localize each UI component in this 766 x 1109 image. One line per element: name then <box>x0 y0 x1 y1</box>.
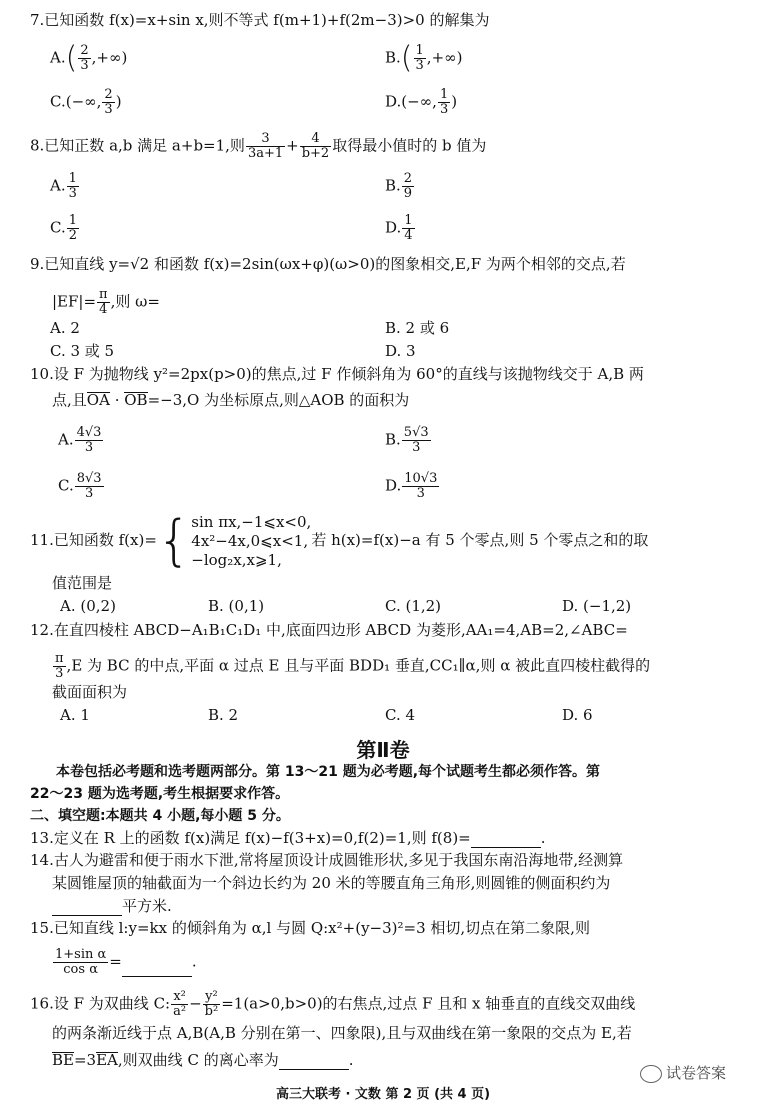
q12-option-b: B. 2 <box>208 706 239 724</box>
q14-line3: 平方米. <box>52 896 172 916</box>
answer-blank <box>279 1055 349 1070</box>
section-intro-line1: 本卷包括必考题和选考题两部分。第 13～21 题为必考题,每个试题考生都必须作答。第 <box>56 764 601 780</box>
q9-option-d: D. 3 <box>385 342 416 360</box>
q15-line1: 15.已知直线 l:y=kx 的倾斜角为 α,l 与圆 Q:x²+(y−3)²=3 相切,切点在第二象限,则 <box>30 919 590 937</box>
q16-line1: 16.设 F 为双曲线 C: $\frac{\text{x²}}{\text{a²}}$ − $\frac{\text{y²}}{\text{b²}}$ =1(a>0,b>0)的右焦点,过点 F 且和 x 轴垂直的直线交双曲线 <box>30 989 636 1019</box>
wechat-icon <box>640 1065 662 1083</box>
q11-option-d: D. (−1,2) <box>562 597 632 615</box>
q9-option-a: A. 2 <box>50 319 80 337</box>
q10-option-a: A. $\frac{4√3}{3}$ <box>58 425 102 455</box>
q13: 13.定义在 R 上的函数 f(x)满足 f(x)−f(3+x)=0,f(2)=1,则 f(8)= . <box>30 829 546 847</box>
q10-line1: 10.设 F 为抛物线 y²=2px(p>0)的焦点,过 F 作倾斜角为 60°的直线与该抛物线交于 A,B 两 <box>30 365 644 383</box>
q14-line2: 某圆锥屋顶的轴截面为一个斜边长约为 20 米的等腰直角三角形,则圆锥的侧面积约为 <box>52 874 611 892</box>
q11-line2: 值范围是 <box>52 574 113 592</box>
answer-blank <box>471 833 541 848</box>
q9-line1: 9.已知直线 y=√2 和函数 f(x)=2sin(ωx+φ)(ω>0)的图象相交,E,F 为两个相邻的交点,若 <box>30 255 626 273</box>
q12-line2: $\frac{\pi}{3}$ ,E 为 BC 的中点,平面 α 过点 E 且与平面 BDD₁ 垂直,CC₁∥α,则 α 被此直四棱柱截得的 <box>55 651 651 681</box>
q11-option-b: B. (0,1) <box>208 597 265 615</box>
q10-option-c: C. $\frac{8√3}{3}$ <box>58 471 102 501</box>
q9-option-c: C. 3 或 5 <box>50 342 115 360</box>
q8-stem: 8.已知正数 a,b 满足 a+b=1,则 $\frac{3}{3a+1}$ + $\frac{4}{b+2}$ 取得最小值时的 b 值为 <box>30 131 487 161</box>
section-title: 第Ⅱ卷 <box>356 738 410 762</box>
answer-blank <box>52 901 122 916</box>
section-intro-line2: 22～23 题为选考题,考生根据要求作答。 <box>30 786 290 802</box>
q9-option-b: B. 2 或 6 <box>385 319 450 337</box>
q10-option-d: D. $\frac{10√3}{3}$ <box>385 471 438 501</box>
q16-line2: 的两条渐近线于点 A,B(A,B 分别在第一、四象限),且与双曲线在第一象限的交点为 E,若 <box>52 1024 632 1042</box>
q9-line2: |EF|= $\frac{\pi}{4}$ ,则 ω= <box>52 287 160 317</box>
page-footer: 高三大联考 · 文数 第 2 页 (共 4 页) <box>275 1087 491 1102</box>
q8-option-c: C. $\frac{1}{2}$ <box>50 213 77 243</box>
q11-option-c: C. (1,2) <box>385 597 442 615</box>
q16-line3: BE=3EA,则双曲线 C 的离心率为 . <box>52 1051 354 1069</box>
q12-line3: 截面面积为 <box>52 683 128 701</box>
q8-option-a: A. $\frac{1}{3}$ <box>50 171 77 201</box>
q10-line2: 点,且OA · OB=−3,O 为坐标原点,则△AOB 的面积为 <box>52 391 410 409</box>
q7-stem: 7.已知函数 f(x)=x+sin x,则不等式 f(m+1)+f(2m−3)>0 的解集为 <box>30 11 490 29</box>
q7-option-b: B.( $\frac{1}{3}$ ,+∞) <box>385 40 463 76</box>
q7-option-c: C.(−∞, $\frac{2}{3}$ ) <box>50 87 122 117</box>
q12-option-c: C. 4 <box>385 706 416 724</box>
q11-stem: 11.已知函数 f(x)={ sin πx,−1⩽x<0, 4x²−4x,0⩽x<1, −log₂x,x⩾1, 若 h(x)=f(x)−a 有 5 个零点,则 5 个零点之和的取 <box>30 509 649 572</box>
q12-option-d: D. 6 <box>562 706 593 724</box>
answer-blank <box>122 962 192 977</box>
q12-line1: 12.在直四棱柱 ABCD−A₁B₁C₁D₁ 中,底面四边形 ABCD 为菱形,AA₁=4,AB=2,∠ABC= <box>30 621 628 639</box>
q14-line1: 14.古人为避雷和便于雨水下泄,常将屋顶设计成圆锥形状,多见于我国东南沿海地带,经测算 <box>30 851 624 869</box>
q8-option-b: B. $\frac{2}{9}$ <box>385 171 413 201</box>
q15-line2: $\frac{\text{1+sin α}}{\text{cos α}}$ = . <box>55 947 197 977</box>
watermark: 试卷答案 <box>640 1062 726 1083</box>
q10-option-b: B. $\frac{5√3}{3}$ <box>385 425 429 455</box>
q12-option-a: A. 1 <box>60 706 90 724</box>
q7-option-a: A.( $\frac{2}{3}$ ,+∞) <box>50 40 128 76</box>
q8-option-d: D. $\frac{1}{4}$ <box>385 213 413 243</box>
q7-option-d: D.(−∞, $\frac{1}{3}$ ) <box>385 87 458 117</box>
q11-option-a: A. (0,2) <box>60 597 116 615</box>
part-heading: 二、填空题:本题共 4 小题,每小题 5 分。 <box>30 808 290 824</box>
